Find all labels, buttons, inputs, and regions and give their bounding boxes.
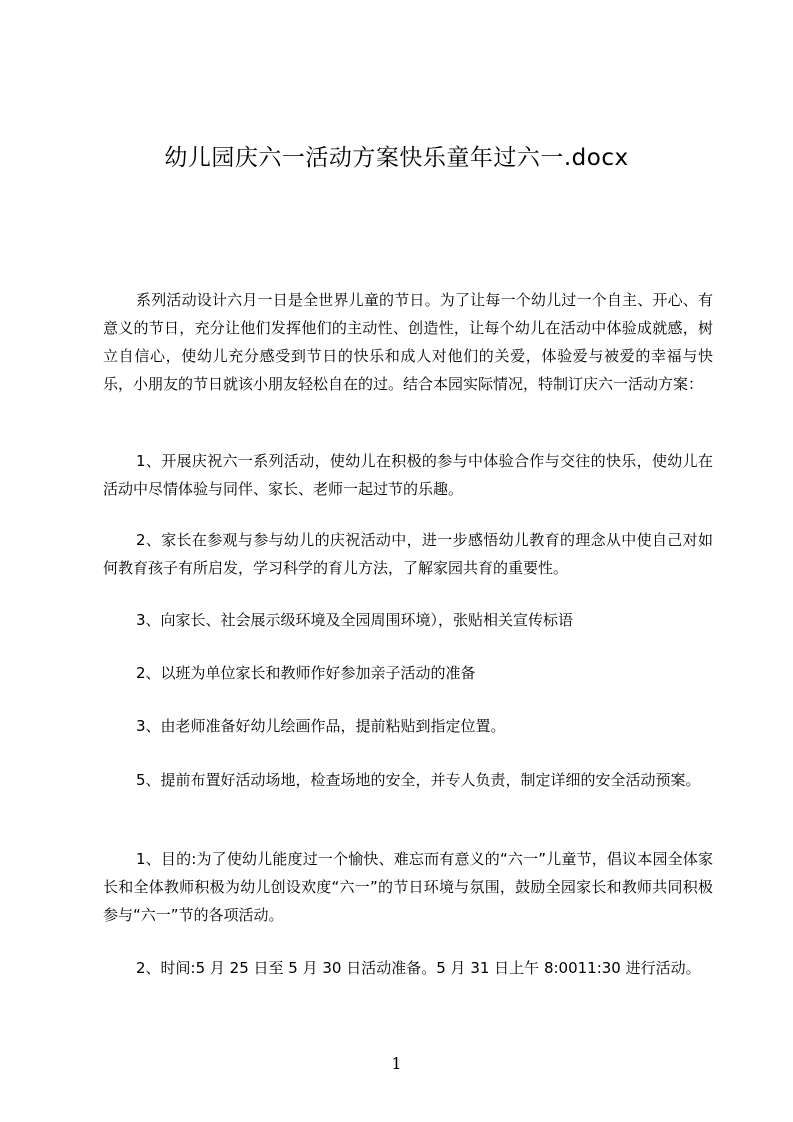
paragraph-goal-1: 1、开展庆祝六一系列活动，使幼儿在积极的参与中体验合作与交往的快乐，使幼儿在活动中尽情体验与同伴、家长、老师一起过节的乐趣。: [103, 452, 713, 498]
paragraph-prep-3: 3、向家长、社会展示级环境及全园周围环境），张贴相关宣传标语: [136, 611, 574, 629]
paragraph-purpose: 1、目的:为了使幼儿能度过一个愉快、难忘而有意义的“六一”儿童节，倡议本园全体家长和全体教师积极为幼儿创设欢度“六一”的节日环境与氛围，鼓励全园家长和教师共同积极参与“六一”节的各项活动。: [103, 850, 713, 924]
paragraph-prep-2: 2、以班为单位家长和教师作好参加亲子活动的准备: [136, 664, 476, 682]
document-title: 幼儿园庆六一活动方案快乐童年过六一.docx: [164, 145, 629, 171]
page-number: 1: [391, 1054, 402, 1073]
paragraph-goal-2: 2、家长在参观与参与幼儿的庆祝活动中，进一步感悟幼儿教育的理念从中使自己对如何教育孩子有所启发，学习科学的育儿方法，了解家园共育的重要性。: [103, 531, 713, 577]
paragraph-time: 2、时间:5 月 25 日至 5 月 30 日活动准备。5 月 31 日上午 8:0011:30 进行活动。: [136, 959, 701, 977]
intro-paragraph: 系列活动设计六月一日是全世界儿童的节日。为了让每一个幼儿过一个自主、开心、有意义的节日，充分让他们发挥他们的主动性、创造性，让每个幼儿在活动中体验成就感，树立自信心，使幼儿充分感受到节日的快乐和成人对他们的关爱，体验爱与被爱的幸福与快乐，小朋友的节日就该小朋友轻松自在的过。结合本园实际情况，特制订庆六一活动方案：: [103, 291, 713, 393]
paragraph-prep-5: 5、提前布置好活动场地，检查场地的安全，并专人负责，制定详细的安全活动预案。: [136, 771, 701, 789]
paragraph-prep-3b: 3、由老师准备好幼儿绘画作品，提前粘贴到指定位置。: [136, 717, 506, 735]
